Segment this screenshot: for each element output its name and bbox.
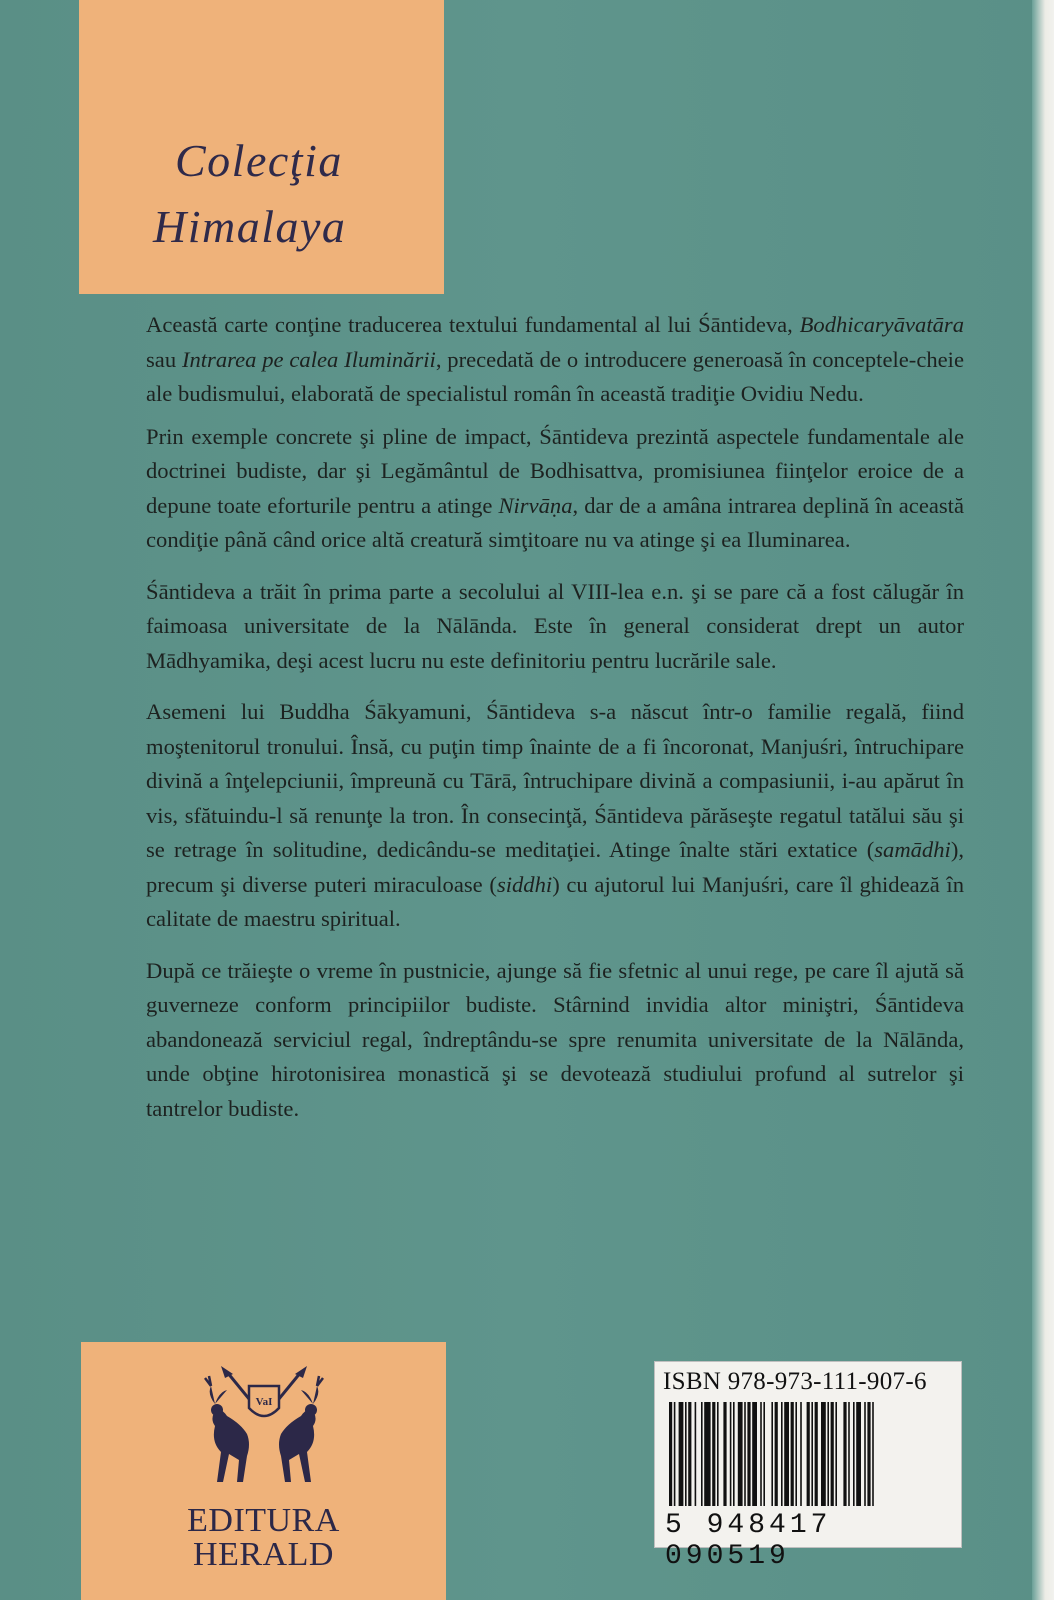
- barcode-bar: [704, 1402, 710, 1506]
- barcode-bar: [843, 1402, 846, 1506]
- barcode-bar: [815, 1402, 818, 1506]
- page-edge: [1032, 0, 1054, 1600]
- barcode-bar: [730, 1402, 732, 1506]
- barcode-bar: [811, 1402, 813, 1506]
- publisher-name: [81, 1504, 446, 1572]
- p4-term-samadhi: samādhi: [874, 837, 951, 862]
- barcode-bar: [763, 1402, 765, 1506]
- blurb-text: [146, 308, 964, 1126]
- barcode-bar: [775, 1402, 778, 1506]
- barcode-bar: [821, 1402, 826, 1506]
- p1-title-sanskrit: Bodhicaryāvatāra: [799, 312, 964, 337]
- publisher-panel: [81, 1342, 446, 1600]
- paragraph-3: Śāntideva a trăit în prima parte a secolului al VIII-lea e.n. şi se pare că a fost călugăr în faimoasa universitate de la Nālānda. Este în general considerat drept un autor Mādhyamika, deşi acest lucru nu este definitoriu pentru lucrările sale.: [146, 578, 964, 673]
- barcode-bar: [744, 1402, 746, 1506]
- barcode-bar: [712, 1402, 715, 1506]
- p4-term-siddhi: siddhi: [496, 871, 553, 897]
- paragraph-5: După ce trăieşte o vreme în pustnicie, ajunge să fie sfetnic al unui rege, pe care îl ajută să guverneze conform principiilor budiste. Stârnind invidia altor miniştri, Śāntideva abandonează serviciul regal, îndreptându-se spre renumita universitate de la Nālānda, unde obţine hirotonisirea monastică şi se devotează studiului profund al sutrelor şi tantrelor budiste.: [146, 957, 964, 1121]
- p2-text-c: , dar de a amâna intrarea deplină în această condiţie până când orice altă creatură simţitoare nu va atinge şi ea Iluminarea.: [146, 492, 964, 552]
- barcode-bar: [738, 1402, 743, 1506]
- barcode-bar: [864, 1402, 866, 1506]
- series-title-line2: Himalaya: [153, 201, 347, 252]
- series-panel: [79, 0, 444, 294]
- barcode-bar: [674, 1402, 676, 1506]
- p1-text-c: sau: [146, 346, 182, 372]
- barcode-bar: [827, 1402, 829, 1506]
- barcode-bar: [688, 1402, 691, 1506]
- barcode-bar: [701, 1402, 703, 1506]
- barcode-bar: [807, 1402, 810, 1506]
- barcode-bar: [795, 1402, 797, 1506]
- paragraph-1: [146, 308, 964, 412]
- p1-text-a: Această carte conţine traducerea textului fundamental al lui Śāntideva,: [146, 312, 800, 337]
- barcode-bar: [752, 1402, 757, 1506]
- barcode-bar: [831, 1402, 834, 1506]
- barcode-bar: [872, 1402, 874, 1506]
- barcode-bar: [723, 1402, 726, 1506]
- logo-monogram: VaI: [255, 1396, 273, 1408]
- p2-text-a: Prin exemple concrete şi pline de impact, Śāntideva prezintă aspectele fundamentale ale doctrinei budiste, dar şi Legământul de Bodhisattva, promisiunea fiinţelor eroice de a depune toate eforturile pentru a atinge: [146, 423, 964, 518]
- paragraph-2: [146, 420, 964, 558]
- barcode-bar: [784, 1402, 789, 1506]
- barcode-label: [654, 1361, 962, 1572]
- barcode-bar: [771, 1402, 773, 1506]
- publisher-name-line1: EDITURA: [187, 1502, 340, 1539]
- p4-text-e: ) cu ajutorul lui Manjuśri, care îl ghidează în calitate de maestru spiritual.: [146, 871, 964, 931]
- p1-title-romanian: Intrarea pe calea Iluminării: [181, 346, 436, 372]
- barcode-bar: [685, 1402, 687, 1506]
- isbn-number: ISBN 978-973-111-907-6: [663, 1368, 927, 1395]
- barcode-bar: [791, 1402, 794, 1506]
- barcode-bar: [853, 1402, 855, 1506]
- paragraph-4: [146, 695, 964, 937]
- barcode-bar: [717, 1402, 719, 1506]
- barcode-bar: [747, 1402, 750, 1506]
- p2-term-nirvana: Nirvāṇa: [498, 492, 573, 518]
- ean-number: 5 948417 090519: [665, 1510, 832, 1572]
- barcode-bar: [669, 1402, 672, 1506]
- barcode-bar: [835, 1402, 837, 1506]
- p4-text-a: Asemeni lui Buddha Śākyamuni, Śāntideva s-a născut într-o familie regală, fiind moştenitorul tronului. Însă, cu puţin timp înainte de a fi încoronat, Manjuśri, întruchipare divină a înţelepciunii, împreună cu Tārā, întruchipare divină a compasiunii, i-au apărut în vis, sfătuindu-l să renunţe la tron. În consecinţă, Śāntideva părăseşte regatul tatălui său şi se retrage în solitudine, dedicându-se meditaţiei. Atinge înalte stări extatice (: [146, 699, 964, 862]
- barcode-bar: [695, 1402, 697, 1506]
- barcode-bar: [781, 1402, 783, 1506]
- publisher-logo-icon: [197, 1364, 331, 1492]
- barcode-bar: [867, 1402, 870, 1506]
- p1-text-e: , precedată de o introducere generoasă în conceptele-cheie ale budismului, elaborată de specialistul român în această tradiţie Ovidiu Nedu.: [146, 346, 964, 406]
- barcode-bar: [856, 1402, 861, 1506]
- barcode-bar: [848, 1402, 850, 1506]
- publisher-name-line2: HERALD: [193, 1536, 334, 1573]
- barcode-bar: [760, 1402, 762, 1506]
- barcode-bar: [679, 1402, 684, 1506]
- series-title-line1: Colecţia: [175, 135, 343, 186]
- barcode-icon: [663, 1402, 953, 1510]
- p4-text-c: ), precum şi diverse puteri miraculoase (: [146, 837, 964, 897]
- series-title: [79, 128, 444, 260]
- barcode-bar: [800, 1402, 802, 1506]
- barcode-bar: [733, 1402, 735, 1506]
